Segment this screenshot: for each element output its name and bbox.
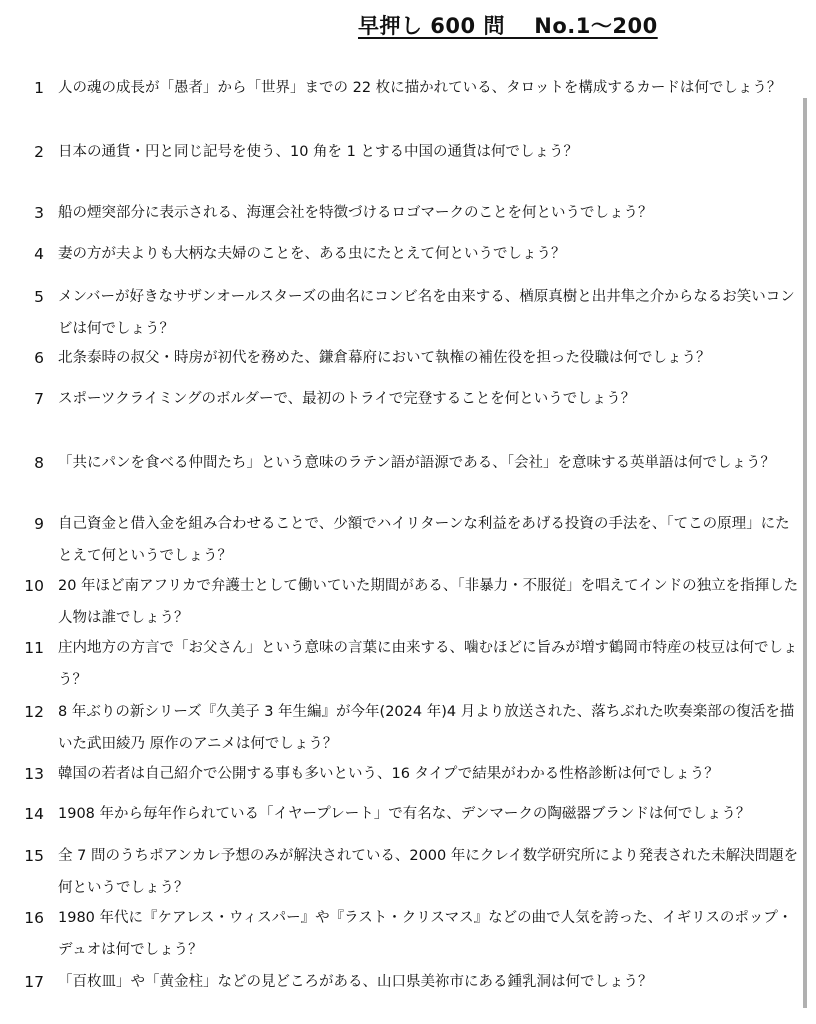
question-number: 17 [24,973,44,991]
question-number: 16 [24,909,44,927]
page-title: 早押し 600 問 No.1～200 [358,14,658,38]
question-text: スポーツクライミングのボルダーで、最初のトライで完登することを何というでしょう？ [58,391,636,407]
question-text: 「百枚皿」や「黄金柱」などの見どころがある、山口県美祢市にある鍾乳洞は何でしょう？ [58,974,653,990]
question-number: 1 [34,79,44,97]
question-number: 2 [34,143,44,161]
right-margin-rule [803,98,807,1008]
question-number: 4 [34,245,44,263]
question-number: 11 [24,639,44,657]
question-text: 妻の方が夫よりも大柄な夫婦のことを、ある虫にたとえて何というでしょう？ [58,246,566,262]
question-text: 韓国の若者は自己紹介で公開する事も多いという、16 タイプで結果がわかる性格診断は何でしょう？ [58,766,719,782]
question-number: 3 [34,204,44,222]
question-number: 9 [34,515,44,533]
question-text: 自己資金と借入金を組み合わせることで、少額でハイリターンな利益をあげる投資の手法を、「てこの原理」にたとえて何というでしょう？ [58,516,790,564]
question-text: 1908 年から毎年作られている「イヤープレート」で有名な、デンマークの陶磁器ブランドは何でしょう？ [58,806,751,822]
question-text: 1980 年代に『ケアレス・ウィスパー』や『ラスト・クリスマス』などの曲で人気を誇った、イギリスのポップ・デュオは何でしょう？ [58,910,793,958]
question-text: 北条泰時の叔父・時房が初代を務めた、鎌倉幕府において執権の補佐役を担った役職は何でしょう？ [58,350,711,366]
question-number: 14 [24,805,44,823]
question-text: 庄内地方の方言で「お父さん」という意味の言葉に由来する、噛むほどに旨みが増す鶴岡市特産の枝豆は何でしょう？ [58,640,798,688]
question-number: 13 [24,765,44,783]
question-text: 20 年ほど南アフリカで弁護士として働いていた期間がある、「非暴力・不服従」を唱えてインドの独立を指揮した人物は誰でしょう？ [58,578,799,626]
question-number: 10 [24,577,44,595]
question-number: 8 [34,454,44,472]
question-text: 船の煙突部分に表示される、海運会社を特徴づけるロゴマークのことを何というでしょう？ [58,205,653,221]
question-text: 全 7 問のうちポアンカレ予想のみが解決されている、2000 年にクレイ数学研究所により発表された未解決問題を何というでしょう？ [58,848,799,896]
question-number: 12 [24,703,44,721]
question-text: メンバーが好きなサザンオールスターズの曲名にコンビ名を由来する、楢原真樹と出井隼之介からなるお笑いコンビは何でしょう？ [58,289,795,337]
question-text: 「共にパンを食べる仲間たち」という意味のラテン語が語源である、「会社」を意味する英単語は何でしょう？ [58,455,776,471]
question-number: 5 [34,288,44,306]
question-text: 日本の通貨・円と同じ記号を使う、10 角を 1 とする中国の通貨は何でしょう？ [58,144,579,160]
question-number: 6 [34,349,44,367]
question-text: 8 年ぶりの新シリーズ『久美子 3 年生編』が今年(2024 年)4 月より放送された、落ちぶれた吹奏楽部の復活を描いた武田綾乃 原作のアニメは何でしょう？ [58,704,795,752]
question-number: 7 [34,390,44,408]
question-number: 15 [24,847,44,865]
question-text: 人の魂の成長が「愚者」から「世界」までの 22 枚に描かれている、タロットを構成するカードは何でしょう？ [58,80,782,96]
